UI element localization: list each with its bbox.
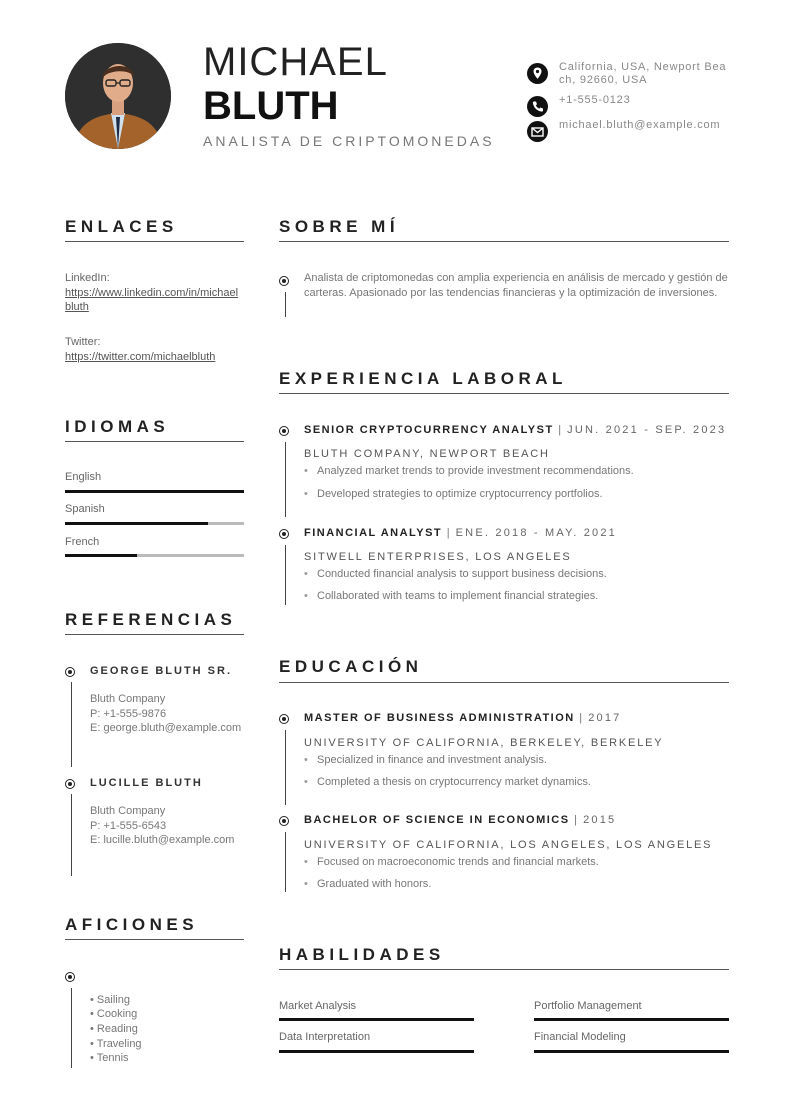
section-rule	[65, 241, 244, 242]
address-text: California, USA, Newport Beach, 92660, USA	[559, 61, 727, 86]
timeline-line	[71, 682, 72, 767]
phone-text: +1-555-0123	[559, 94, 631, 106]
email-text: michael.bluth@example.com	[559, 119, 721, 131]
bullet-item: • Developed strategies to optimize cryptocurrency portfolios.	[317, 488, 603, 500]
language-name: French	[65, 536, 100, 548]
language-name: English	[65, 471, 102, 483]
degree-year: 2015	[583, 814, 617, 826]
bullet-item: • Graduated with honors.	[317, 878, 431, 890]
timeline-line	[285, 832, 286, 892]
reference-phone: P: +1-555-6543	[90, 819, 167, 832]
section-title-languages: IDIOMAS	[65, 417, 170, 436]
location-pin-icon	[527, 63, 548, 84]
reference-name: LUCILLE BLUTH	[90, 777, 203, 789]
language-level-bar	[65, 522, 244, 525]
reference-details	[90, 692, 245, 736]
section-rule	[279, 241, 729, 242]
language-name: Spanish	[65, 503, 105, 515]
timeline-dot	[279, 276, 289, 286]
timeline-dot	[279, 426, 289, 436]
about-text: Analista de criptomonedas con amplia experiencia en análisis de mercado y gestión de carteras. Apasionado por las tendencias financieras y la optimización de inversiones.	[304, 272, 728, 299]
section-title-links: ENLACES	[65, 217, 178, 236]
phone-icon	[527, 96, 548, 117]
reference-email: E: george.bluth@example.com	[90, 722, 242, 734]
last-name: BLUTH	[203, 84, 339, 128]
timeline-line	[285, 292, 286, 317]
skill-level-bar	[279, 1050, 474, 1053]
degree-title: MASTER OF BUSINESS ADMINISTRATION | 2017	[304, 712, 622, 724]
profile-photo	[65, 43, 171, 149]
timeline-line	[285, 545, 286, 605]
language-level-fill	[65, 490, 244, 493]
timeline-line	[71, 794, 72, 876]
school-name: UNIVERSITY OF CALIFORNIA, BERKELEY, BERKELEY	[304, 737, 664, 749]
envelope-icon	[527, 121, 548, 142]
reference-phone: P: +1-555-9876	[90, 707, 167, 720]
skill-name: Data Interpretation	[279, 1031, 371, 1043]
bullet-item: • Analyzed market trends to provide investment recommendations.	[317, 465, 634, 477]
bullet-item: • Focused on macroeconomic trends and financial markets.	[317, 856, 599, 868]
section-rule	[65, 634, 244, 635]
section-title-experience: EXPERIENCIA LABORAL	[279, 369, 567, 388]
hobby-item: • Cooking	[90, 1008, 138, 1020]
skill-name: Portfolio Management	[534, 1000, 642, 1012]
section-rule	[65, 939, 244, 940]
language-level-fill	[65, 554, 137, 557]
degree-year: 2017	[588, 712, 622, 724]
timeline-line	[285, 442, 286, 517]
link-label: Twitter:	[65, 336, 101, 348]
job-title: SENIOR CRYPTOCURRENCY ANALYST | JUN. 2021 - SEP. 2023	[304, 424, 727, 436]
section-title-skills: HABILIDADES	[279, 945, 445, 964]
section-rule	[279, 682, 729, 683]
skill-name: Market Analysis	[279, 1000, 357, 1012]
reference-name: GEORGE BLUTH SR.	[90, 665, 233, 677]
first-name: MICHAEL	[203, 40, 388, 84]
school-name: UNIVERSITY OF CALIFORNIA, LOS ANGELES, LOS ANGELES	[304, 839, 713, 851]
twitter-link[interactable]: https://twitter.com/michaelbluth	[65, 350, 216, 363]
link-linkedin	[65, 271, 243, 315]
bullet-item: • Specialized in finance and investment analysis.	[317, 754, 547, 766]
section-title-references: REFERENCIAS	[65, 610, 237, 629]
reference-email: E: lucille.bluth@example.com	[90, 834, 235, 846]
hobby-item: • Sailing	[90, 994, 130, 1006]
section-title-about: SOBRE MÍ	[279, 217, 400, 236]
timeline-dot	[279, 529, 289, 539]
skill-level-bar	[534, 1018, 729, 1021]
reference-company: Bluth Company	[90, 805, 166, 817]
reference-company: Bluth Company	[90, 693, 166, 705]
skill-name: Financial Modeling	[534, 1031, 626, 1043]
hobby-item: • Tennis	[90, 1052, 129, 1064]
job-role: ANALISTA DE CRIPTOMONEDAS	[203, 133, 495, 149]
hobby-item: • Reading	[90, 1023, 138, 1035]
reference-details	[90, 804, 245, 848]
timeline-dot	[65, 667, 75, 677]
timeline-line	[71, 988, 72, 1068]
section-title-education: EDUCACIÓN	[279, 657, 423, 676]
timeline-dot	[279, 816, 289, 826]
hobby-item: • Traveling	[90, 1038, 142, 1050]
timeline-dot	[65, 972, 75, 982]
timeline-dot	[65, 779, 75, 789]
company-name: BLUTH COMPANY, NEWPORT BEACH	[304, 448, 550, 460]
bullet-item: • Conducted financial analysis to support business decisions.	[317, 568, 607, 580]
bullet-item: • Collaborated with teams to implement financial strategies.	[317, 590, 598, 602]
language-level-bar	[65, 490, 244, 493]
company-name: SITWELL ENTERPRISES, LOS ANGELES	[304, 551, 572, 563]
link-label: LinkedIn:	[65, 272, 110, 284]
job-dates: ENE. 2018 - MAY. 2021	[455, 527, 618, 539]
section-title-hobbies: AFICIONES	[65, 915, 199, 934]
skill-level-bar	[534, 1050, 729, 1053]
bullet-item: • Completed a thesis on cryptocurrency market dynamics.	[317, 776, 591, 788]
skill-level-bar	[279, 1018, 474, 1021]
section-rule	[279, 393, 729, 394]
language-level-bar	[65, 554, 244, 557]
job-title: FINANCIAL ANALYST | ENE. 2018 - MAY. 2021	[304, 527, 618, 539]
section-rule	[65, 441, 244, 442]
timeline-line	[285, 730, 286, 805]
link-twitter	[65, 335, 247, 364]
timeline-dot	[279, 714, 289, 724]
degree-title: BACHELOR OF SCIENCE IN ECONOMICS | 2015	[304, 814, 617, 826]
job-dates: JUN. 2021 - SEP. 2023	[567, 424, 727, 436]
section-rule	[279, 969, 729, 970]
linkedin-link[interactable]: https://www.linkedin.com/in/michaelbluth	[65, 286, 239, 313]
language-level-fill	[65, 522, 208, 525]
